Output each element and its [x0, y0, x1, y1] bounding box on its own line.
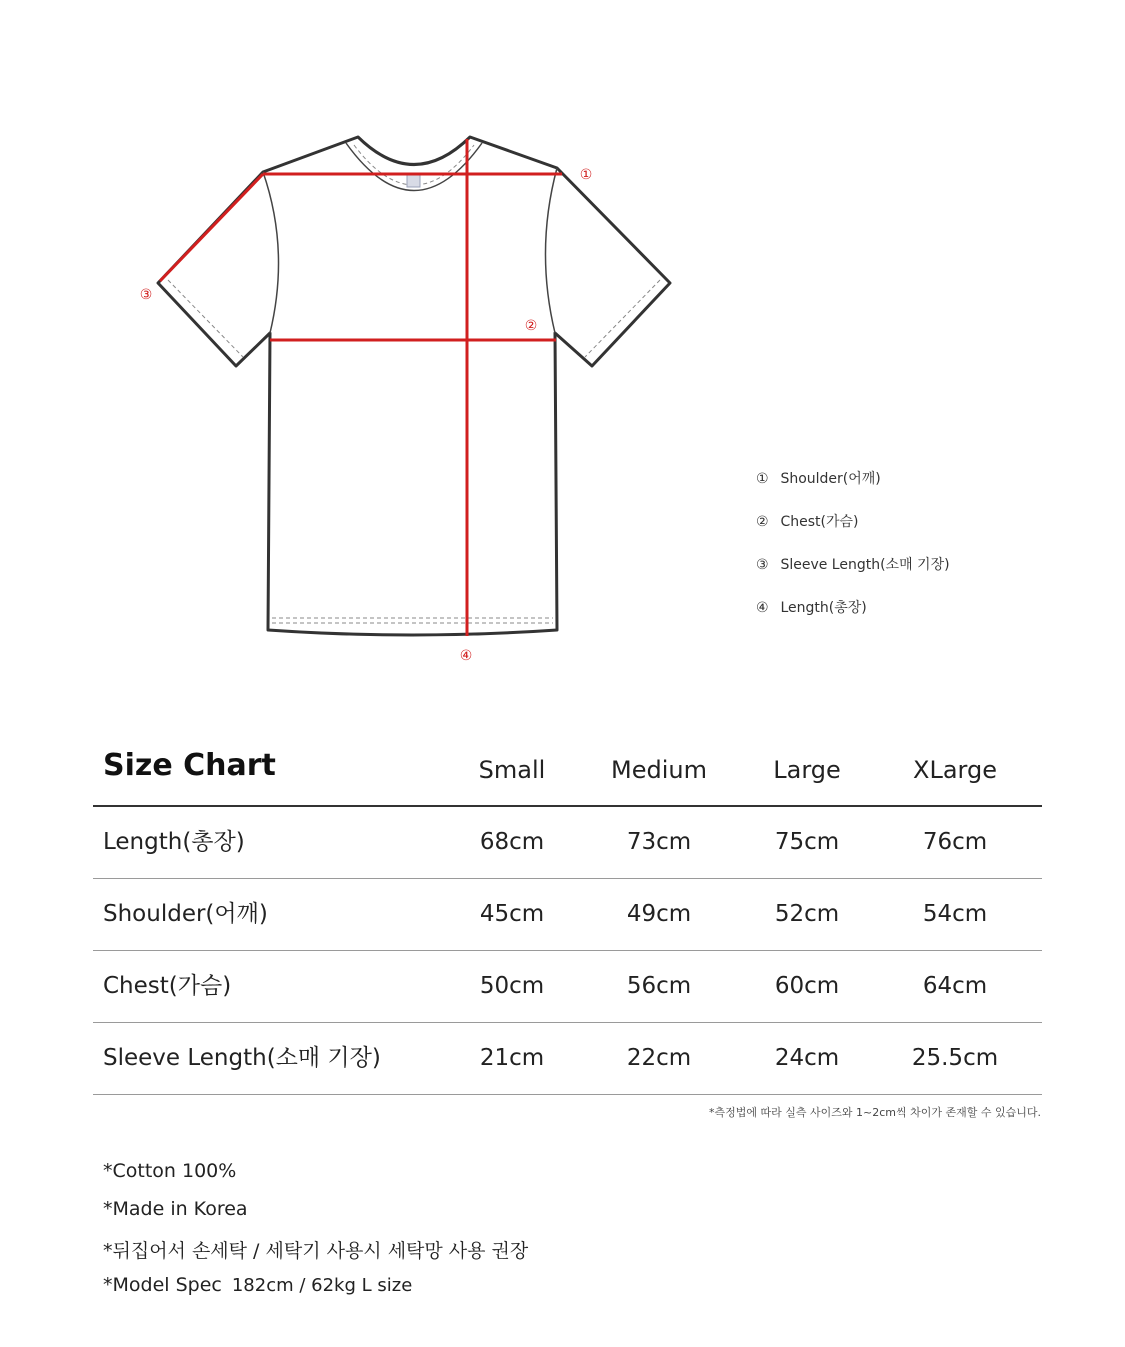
marker-chest: ② — [524, 318, 538, 334]
table-cell: 76cm — [922, 829, 988, 855]
table-cell: 73cm — [626, 829, 692, 855]
model-spec-label: *Model Spec — [103, 1274, 222, 1296]
table-row-chest — [93, 951, 1042, 1023]
table-cell: 68cm — [479, 829, 545, 855]
collar-tag-icon — [407, 175, 420, 187]
model-spec-value: 182cm / 62kg L size — [231, 1275, 413, 1296]
row-label: Shoulder(어깨) — [103, 901, 268, 927]
table-cell: 56cm — [626, 973, 692, 999]
table-cell: 25.5cm — [911, 1045, 999, 1071]
table-cell: 50cm — [479, 973, 545, 999]
care-text: *뒤집어서 손세탁 / 세탁기 사용시 세탁망 사용 권장 — [103, 1240, 529, 1262]
table-cell: 64cm — [922, 973, 988, 999]
table-row-shoulder — [93, 879, 1042, 951]
legend-label: Sleeve Length(소매 기장) — [780, 557, 950, 573]
legend-item-length — [756, 597, 1056, 640]
table-row-length — [93, 807, 1042, 879]
measurement-note: *측정법에 따라 실측 사이즈와 1~2cm씩 차이가 존재할 수 있습니다. — [709, 1106, 1041, 1119]
size-chart-title: Size Chart — [103, 748, 276, 783]
row-label: Sleeve Length(소매 기장) — [103, 1045, 381, 1071]
marker-shoulder: ① — [579, 167, 593, 183]
measurement-legend — [756, 468, 1056, 640]
row-label: Chest(가슴) — [103, 973, 232, 999]
table-cell: 52cm — [774, 901, 840, 927]
legend-number: ① — [756, 471, 769, 487]
row-label: Length(총장) — [103, 829, 245, 855]
legend-number: ③ — [756, 557, 769, 573]
marker-sleeve: ③ — [139, 287, 153, 303]
legend-item-sleeve — [756, 554, 1056, 597]
column-header-small: Small — [478, 756, 546, 784]
table-row-sleeve-length — [93, 1023, 1042, 1095]
legend-item-shoulder — [756, 468, 1056, 511]
product-info — [103, 1160, 528, 1312]
table-cell: 21cm — [479, 1045, 545, 1071]
table-cell: 45cm — [479, 901, 545, 927]
column-header-large: Large — [773, 756, 841, 784]
table-header — [93, 740, 1042, 807]
tshirt-outline — [158, 137, 670, 635]
table-cell: 49cm — [626, 901, 692, 927]
table-cell: 60cm — [774, 973, 840, 999]
legend-item-chest — [756, 511, 1056, 554]
legend-number: ② — [756, 514, 769, 530]
column-header-xlarge: XLarge — [913, 756, 997, 784]
legend-number: ④ — [756, 600, 769, 616]
size-chart-table — [93, 740, 1042, 1095]
model-spec — [103, 1274, 528, 1312]
material-text: *Cotton 100% — [103, 1160, 237, 1182]
table-cell: 24cm — [774, 1045, 840, 1071]
column-header-medium: Medium — [611, 756, 707, 784]
legend-label: Shoulder(어깨) — [780, 471, 881, 487]
marker-length: ④ — [459, 648, 473, 664]
origin-text: *Made in Korea — [103, 1198, 248, 1220]
table-cell: 75cm — [774, 829, 840, 855]
table-cell: 22cm — [626, 1045, 692, 1071]
table-cell: 54cm — [922, 901, 988, 927]
legend-label: Chest(가슴) — [780, 514, 859, 530]
legend-label: Length(총장) — [780, 600, 867, 616]
